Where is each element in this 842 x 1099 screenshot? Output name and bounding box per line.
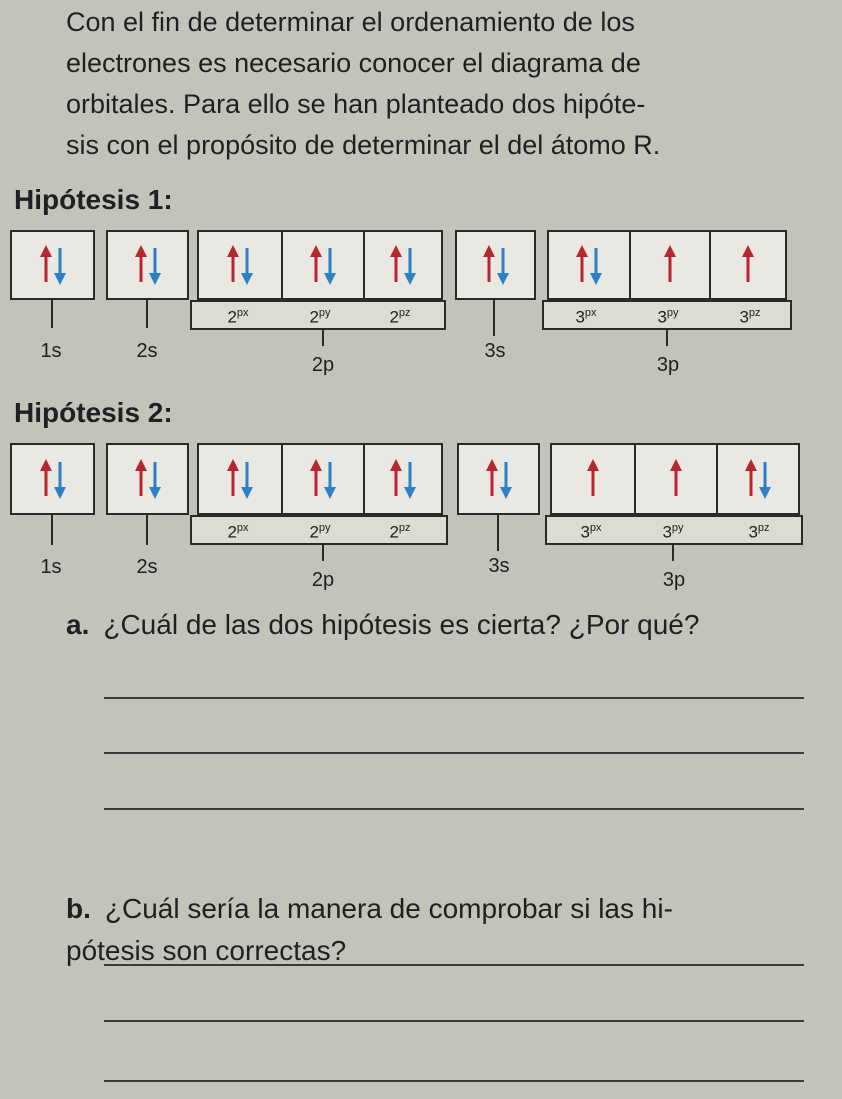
sublevel-label-bar-3p (542, 300, 792, 330)
orbital-box (552, 445, 634, 513)
orbital-box (629, 232, 709, 298)
electron-arrows (128, 454, 168, 504)
orbital-box (281, 445, 363, 513)
electron-arrows (303, 454, 343, 504)
orbital-box (363, 445, 441, 513)
hypothesis-2-diagram (0, 443, 842, 613)
label-3pz: $3^{pz}$ (739, 307, 761, 327)
electron-spin-down-arrow (149, 248, 161, 285)
electron-spin-down-arrow (590, 248, 602, 285)
electron-spin-up-arrow (483, 245, 495, 282)
electron-spin-up-arrow (310, 459, 322, 496)
electron-arrows (650, 240, 690, 290)
electron-spin-down-arrow (241, 248, 253, 285)
electron-arrows (383, 454, 423, 504)
electron-spin-up-arrow (576, 245, 588, 282)
orbital-2s (106, 230, 189, 300)
electron-arrows (479, 454, 519, 504)
orbital-2s (106, 443, 189, 515)
question-b-letter: b. (66, 893, 91, 924)
answer-line-b3[interactable] (104, 1080, 804, 1082)
question-a-text: ¿Cuál de las dos hipótesis es cierta? ¿Por qué? (103, 609, 700, 640)
electron-spin-down-arrow (241, 462, 253, 499)
label-2pz: $2^{pz}$ (389, 522, 411, 542)
label-tick (322, 545, 324, 561)
orbital-3s (455, 230, 536, 300)
orbital-box (12, 232, 93, 298)
answer-line-b2[interactable] (104, 1020, 804, 1022)
answer-line-b1[interactable] (104, 964, 804, 966)
orbital-box (457, 232, 534, 298)
electron-spin-down-arrow (404, 462, 416, 499)
electron-arrows (383, 240, 423, 290)
orbital-1s (10, 230, 95, 300)
orbital-box (363, 232, 441, 298)
intro-paragraph: Con el fin de determinar el ordenamiento de los electrones es necesario conocer el diagrama de orbitales. Para ello se han planteado dos hipóte- sis con el propósito de determinar el del átomo R. (66, 7, 661, 160)
orbital-3s (457, 443, 540, 515)
electron-spin-up-arrow (664, 245, 676, 282)
electron-spin-down-arrow (324, 248, 336, 285)
orbital-1s (10, 443, 95, 515)
electron-arrows (303, 240, 343, 290)
electron-spin-down-arrow (149, 462, 161, 499)
answer-line-a1[interactable] (104, 697, 804, 699)
answer-line-a3[interactable] (104, 808, 804, 810)
orbital-box (281, 232, 363, 298)
orbital-3p (550, 443, 800, 515)
orbital-box (199, 445, 281, 513)
label-2s: 2s (136, 340, 158, 362)
label-3p: 3p (662, 569, 686, 591)
electron-spin-up-arrow (390, 459, 402, 496)
electron-arrows (728, 240, 768, 290)
label-tick (497, 515, 499, 551)
orbital-box (199, 232, 281, 298)
electron-spin-down-arrow (500, 462, 512, 499)
orbital-3p (547, 230, 787, 300)
label-1s: 1s (40, 556, 62, 578)
electron-arrows (33, 240, 73, 290)
label-2p: 2p (311, 569, 335, 591)
electron-arrows (33, 454, 73, 504)
question-a (66, 604, 806, 646)
orbital-box (12, 445, 93, 513)
orbital-box (709, 232, 785, 298)
electron-arrows (220, 240, 260, 290)
electron-spin-down-arrow (324, 462, 336, 499)
label-2p: 2p (311, 354, 335, 376)
label-3py: $3^{py}$ (657, 307, 679, 327)
electron-spin-up-arrow (745, 459, 757, 496)
label-2py: $2^{py}$ (309, 522, 331, 542)
hypothesis-2-title: Hipótesis 2: (14, 397, 173, 428)
orbital-box (549, 232, 629, 298)
label-2py: $2^{py}$ (309, 307, 331, 327)
electron-arrows (220, 454, 260, 504)
label-3s: 3s (484, 340, 506, 362)
label-3p: 3p (656, 354, 680, 376)
label-3s: 3s (488, 555, 510, 577)
electron-arrows (656, 454, 696, 504)
sublevel-label-bar-2p (190, 300, 446, 330)
electron-spin-up-arrow (486, 459, 498, 496)
label-2pz: $2^{pz}$ (389, 307, 411, 327)
label-tick (51, 300, 53, 328)
label-2px: $2^{px}$ (227, 307, 249, 327)
electron-spin-down-arrow (759, 462, 771, 499)
orbital-box (634, 445, 716, 513)
label-tick (672, 545, 674, 561)
electron-spin-up-arrow (390, 245, 402, 282)
electron-spin-down-arrow (54, 248, 66, 285)
label-1s: 1s (40, 340, 62, 362)
answer-line-a2[interactable] (104, 752, 804, 754)
label-2s: 2s (136, 556, 158, 578)
electron-spin-up-arrow (40, 245, 52, 282)
hypothesis-1-title: Hipótesis 1: (14, 184, 173, 215)
electron-spin-up-arrow (135, 245, 147, 282)
hypothesis-1-diagram (0, 230, 842, 400)
label-tick (146, 515, 148, 545)
label-3pz: $3^{pz}$ (748, 522, 770, 542)
electron-spin-up-arrow (587, 459, 599, 496)
electron-arrows (573, 454, 613, 504)
question-b (66, 846, 806, 972)
electron-arrows (128, 240, 168, 290)
electron-spin-up-arrow (227, 245, 239, 282)
sublevel-label-bar-2p (190, 515, 448, 545)
question-b-text: ¿Cuál sería la manera de comprobar si las hi- pótesis son correctas? (66, 893, 673, 966)
electron-spin-up-arrow (227, 459, 239, 496)
label-tick (666, 330, 668, 346)
electron-arrows (569, 240, 609, 290)
label-3px: $3^{px}$ (575, 307, 597, 327)
electron-spin-up-arrow (742, 245, 754, 282)
label-tick (51, 515, 53, 545)
orbital-2p (197, 443, 443, 515)
electron-spin-up-arrow (40, 459, 52, 496)
electron-spin-up-arrow (135, 459, 147, 496)
label-3px: $3^{px}$ (580, 522, 602, 542)
orbital-box (108, 445, 187, 513)
electron-arrows (738, 454, 778, 504)
label-tick (322, 330, 324, 346)
label-2px: $2^{px}$ (227, 522, 249, 542)
orbital-box (459, 445, 538, 513)
label-tick (493, 300, 495, 336)
question-a-letter: a. (66, 609, 90, 640)
electron-spin-up-arrow (670, 459, 682, 496)
label-tick (146, 300, 148, 328)
electron-spin-down-arrow (54, 462, 66, 499)
electron-spin-up-arrow (310, 245, 322, 282)
electron-spin-down-arrow (497, 248, 509, 285)
sublevel-label-bar-3p (545, 515, 803, 545)
orbital-2p (197, 230, 443, 300)
orbital-box (108, 232, 187, 298)
label-3py: $3^{py}$ (662, 522, 684, 542)
electron-spin-down-arrow (404, 248, 416, 285)
electron-arrows (476, 240, 516, 290)
orbital-box (716, 445, 798, 513)
